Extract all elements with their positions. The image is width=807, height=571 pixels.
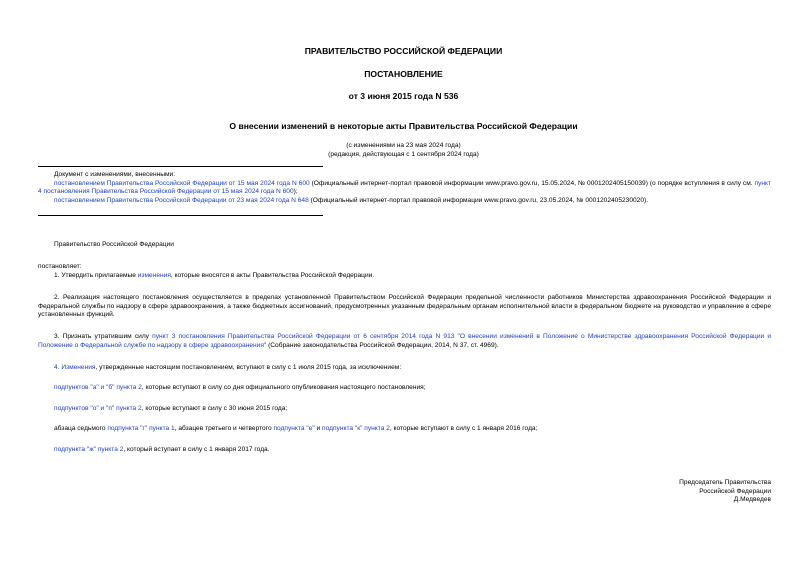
exception-3-mid1: , абзацев третьего и четвертого (174, 425, 274, 432)
amendment-link-648[interactable]: постановлением Правительства Российской Федерации от 23 мая 2024 года N 648 (54, 197, 309, 205)
p1-text-post: , которые вносятся в акты Правительства Российской Федерации. (170, 272, 375, 279)
amendment-link-600[interactable]: постановлением Правительства Российской Федерации от 15 мая 2024 года N 600 (54, 179, 310, 187)
p1-text-pre: 1. Утвердить прилагаемые (54, 272, 138, 279)
signature-org: Российской Федерации (699, 487, 771, 495)
amendment-link-600-p4[interactable]: пункт 4 постановления Правительства Российской Федерации от 15 мая 2024 года N 600 (38, 179, 771, 196)
subclauses-a-b-link[interactable]: подпунктов "а" и "б" пункта 2 (54, 384, 142, 391)
subclauses-o-p-link[interactable]: подпунктов "о" и "п" пункта 2 (54, 405, 142, 412)
changes-intro: Документ с изменениями, внесенными: (54, 171, 176, 178)
exception-4-text: , который вступает в силу с 1 января 2017 года. (123, 446, 270, 453)
changes-link-2[interactable]: 4. Изменения (54, 364, 96, 371)
doc-title: О внесении изменений в некоторые акты Правительства Российской Федерации (229, 121, 578, 131)
subclause-e-link[interactable]: подпункта "е" (273, 425, 315, 432)
exception-1 (38, 384, 771, 393)
divider-top (38, 166, 323, 167)
exception-2 (38, 405, 771, 414)
exception-1-text: , которые вступают в силу со дня официального опубликования настоящего постановления; (141, 384, 426, 391)
p3-text-post: (Собрание законодательства Российской Федерации, 2014, N 37, ст. 4969). (266, 341, 499, 349)
exception-3-mid2: и (314, 425, 323, 432)
subclause-k-link[interactable]: подпункта "к" пункта 2 (322, 425, 390, 432)
government-line: Правительство Российской Федерации (54, 241, 174, 248)
paragraph-2: 2. Реализация настоящего постановления осуществляется в пределах установленной Правительством Российской Федерации предельной численности работников Министерства здравоохранения Российской Федерации и Федеральной службы по надзору в сфере здравоохранения, а также бюджетных ассигнований, предусмотренных указанным федеральным органам исполнительной власти в федеральном бюджете на руководство и управление в сфере установленных функций. (38, 294, 771, 319)
p4-text-post: , утвержденные настоящим постановлением, вступают в силу с 1 июля 2015 года, за исключением: (95, 364, 402, 371)
paragraph-1 (38, 272, 771, 281)
doc-type: ПОСТАНОВЛЕНИЕ (364, 69, 443, 79)
org-heading: ПРАВИТЕЛЬСТВО РОССИЙСКОЙ ФЕДЕРАЦИИ (304, 46, 503, 56)
exception-4 (38, 446, 771, 455)
divider-bottom (38, 215, 323, 216)
amendment-648-source: (Официальный интернет-портал правовой информации www.pravo.gov.ru, 23.05.2024, № 0001202405230020). (308, 197, 649, 205)
amend-note: (с изменениями на 23 мая 2024 года) (346, 142, 461, 149)
paragraph-4 (38, 364, 771, 373)
exception-2-text: , которые вступают в силу с 30 июня 2015 года; (141, 405, 288, 412)
changes-link[interactable]: изменения (137, 272, 171, 279)
paragraph-3 (38, 333, 771, 350)
doc-date-number: от 3 июня 2015 года N 536 (348, 91, 459, 101)
changes-block (38, 171, 771, 206)
changes-item-1 (38, 180, 771, 197)
exception-3 (38, 425, 771, 434)
exception-3-pre: абзаца седьмого (54, 425, 108, 432)
amendment-600-tail: ); (293, 188, 298, 196)
changes-item-2 (38, 197, 771, 206)
decree-913-link[interactable]: пункт 3 постановления Правительства Российской Федерации от 6 сентября 2014 года N 913 "О внесении изменений в Положение о Министерстве здравоохранения Российской Федерации и Положение о Федеральной службе по надзору в сфере здравоохранения" (38, 333, 772, 349)
amendment-600-source: (Официальный интернет-портал правовой информации www.pravo.gov.ru, 15.05.2024, № 0001202405150039) (о порядке вступления в силу см. (309, 179, 755, 187)
signature-block (679, 479, 771, 505)
subclause-zh-link[interactable]: подпункта "ж" пункта 2 (54, 446, 124, 453)
resolves-line: постановляет: (38, 263, 82, 270)
signature-name: Д.Медведев (733, 496, 771, 504)
signature-position: Председатель Правительства (679, 479, 771, 486)
p3-text-pre: 3. Признать утратившим силу (54, 333, 153, 340)
subclause-g-link[interactable]: подпункта "г" пункта 1 (107, 425, 175, 432)
edition-note: (редакция, действующая с 1 сентября 2024 года) (328, 151, 479, 158)
exception-3-post: , которые вступают в силу с 1 января 2016 года; (389, 425, 538, 432)
